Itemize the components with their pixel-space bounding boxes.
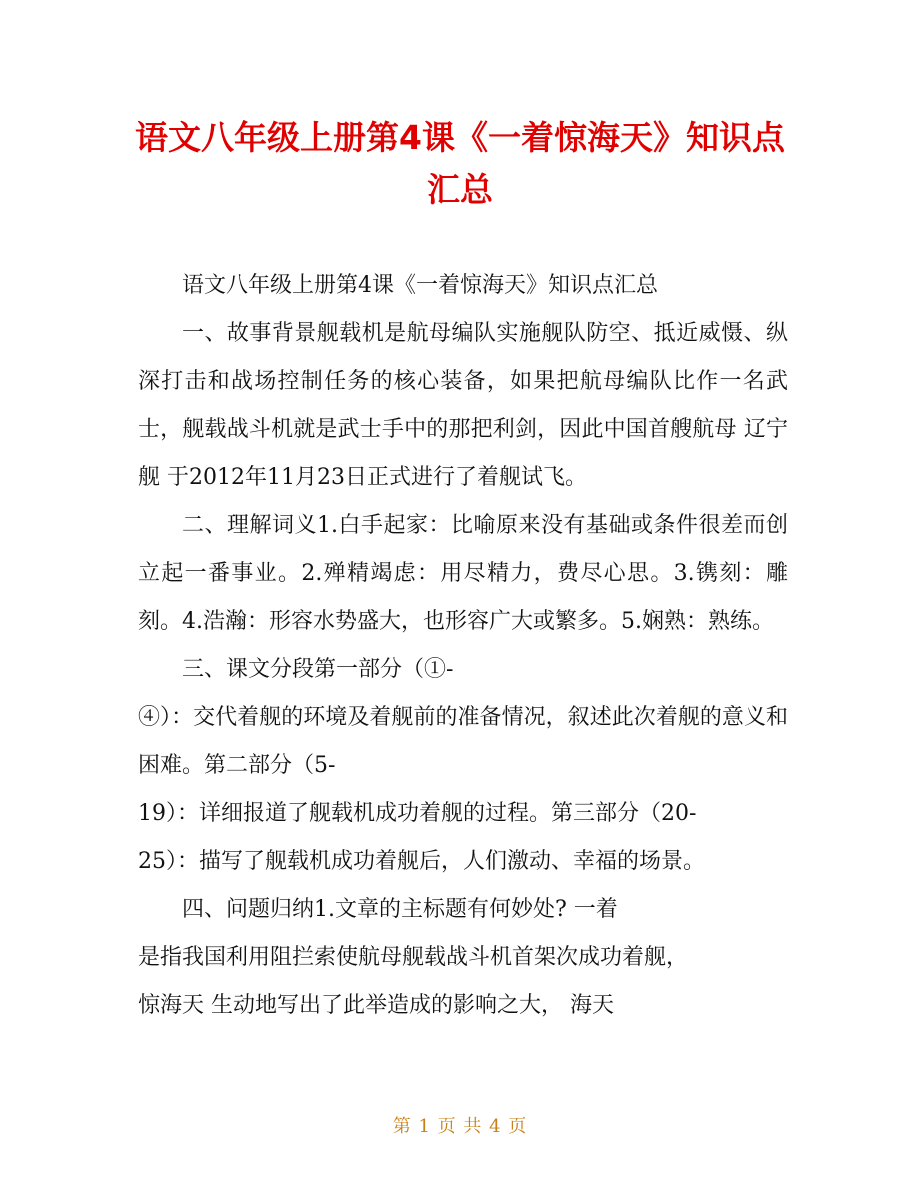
paragraph-sections-line-1: 三、课文分段第一部分（①- (182, 657, 454, 682)
page-footer: 第 1 页 共 4 页 (392, 1116, 528, 1137)
paragraph-background: 一、故事背景舰载机是航母编队实施舰队防空、抵近威慑、纵深打击和战场控制任务的核心装备，如果把航母编队比作一名武士，舰载战斗机就是武士手中的那把利剑，因此中国首艘航母 辽宁舰 于2012年11月23日正式进行了着舰试飞。 (138, 321, 788, 490)
title-line-2: 汇总 (427, 170, 493, 209)
paragraph-vocabulary: 二、理解词义1.白手起家：比喻原来没有基础或条件很差而创立起一番事业。2.殚精竭虑：用尽精力，费尽心思。3.镌刻：雕刻。4.浩瀚：形容水势盛大，也形容广大或繁多。5.娴熟：熟练。 (138, 513, 788, 634)
paragraph-sections-line-4: 25）：描写了舰载机成功着舰后，人们激动、幸福的场景。 (138, 849, 705, 874)
paragraph-subtitle: 语文八年级上册第4课《一着惊海天》知识点汇总 (182, 273, 658, 298)
page-title (100, 112, 820, 216)
paragraph-sections-line-3: 19）：详细报道了舰载机成功着舰的过程。第三部分（20- (138, 801, 697, 826)
document-body (138, 262, 788, 1030)
paragraph-questions-line-2: 是指我国利用阻拦索使航母舰载战斗机首架次成功着舰， (138, 945, 689, 970)
paragraph-questions-line-1: 四、问题归纳1.文章的主标题有何妙处? 一着 (182, 897, 618, 922)
title-line-1: 语文八年级上册第4课《一着惊海天》知识点 (135, 118, 785, 157)
paragraph-questions-line-3: 惊海天 生动地写出了此举造成的影响之大， 海天 (138, 993, 614, 1018)
paragraph-sections-line-2: ④）：交代着舰的环境及着舰前的准备情况，叙述此次着舰的意义和困难。第二部分（5- (138, 705, 788, 778)
